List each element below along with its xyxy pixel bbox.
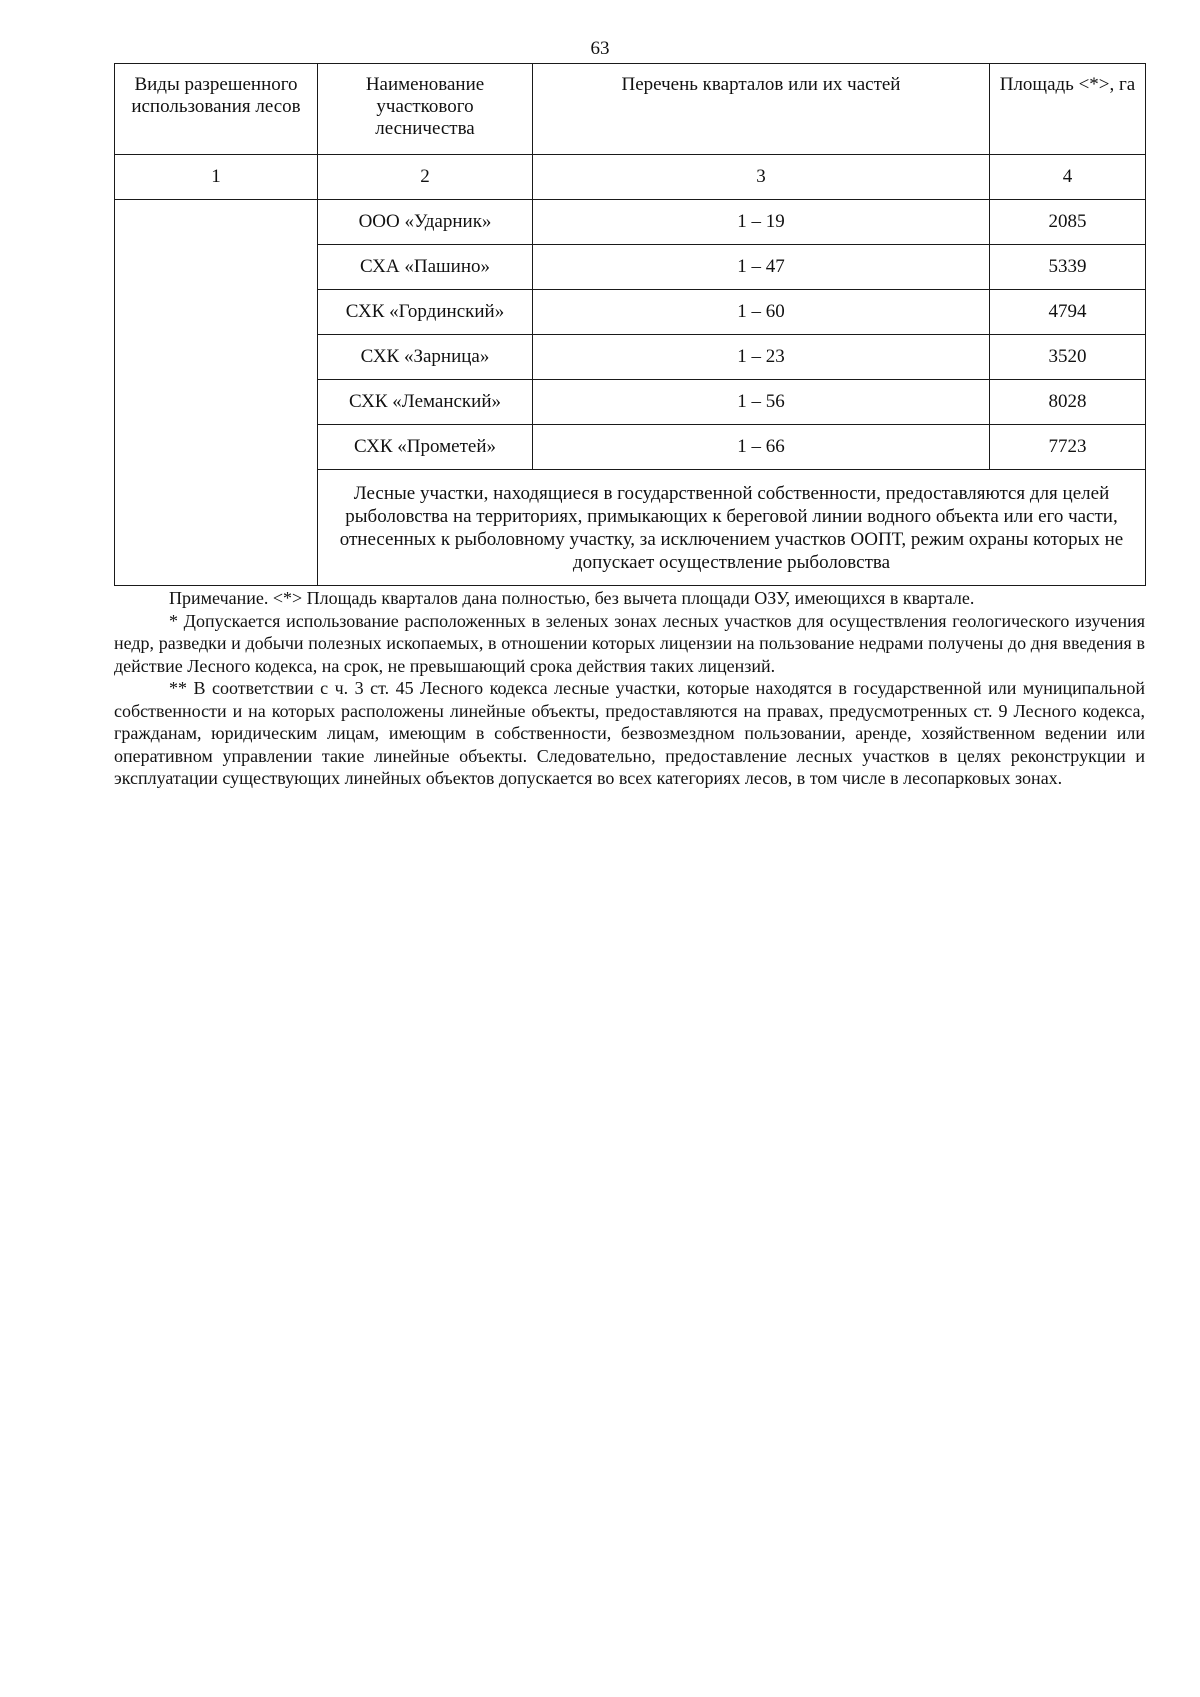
column-numbers-row <box>115 155 1146 200</box>
footnotes <box>114 587 1145 790</box>
header-usage-type: Виды разрешенного использования лесов <box>115 64 318 155</box>
forestry-name: СХА «Пашино» <box>318 245 533 290</box>
forest-quarters-table <box>114 63 1146 586</box>
area-value: 3520 <box>990 335 1146 380</box>
area-value: 7723 <box>990 425 1146 470</box>
table-row <box>115 200 1146 245</box>
usage-type-cell <box>115 200 318 586</box>
forestry-name: ООО «Ударник» <box>318 200 533 245</box>
table-header-row <box>115 64 1146 155</box>
area-value: 2085 <box>990 200 1146 245</box>
footnote-double-star: ** В соответствии с ч. 3 ст. 45 Лесного кодекса лесные участки, которые находятся в государственной или муниципальной собственности и на которых расположены линейные объекты, предоставляются на правах, предусмотренных ст. 9 Лесного кодекса, гражданам, юридическим лицам, имеющим в собственности, безвозмездном пользовании, аренде, хозяйственном ведении или оперативном управлении такие линейные объекты. Следовательно, предоставление лесных участков в целях реконструкции и эксплуатации существующих линейных объектов допускается во всех категориях лесов, в том числе в лесопарковых зонах. <box>114 678 1145 788</box>
forestry-name: СХК «Зарница» <box>318 335 533 380</box>
column-number-2: 2 <box>318 155 533 200</box>
header-area: Площадь <*>, га <box>990 64 1146 155</box>
area-value: 4794 <box>990 290 1146 335</box>
footnote-single-star: * Допускается использование расположенных в зеленых зонах лесных участков для осуществления геологического изучения недр, разведки и добычи полезных ископаемых, в отношении которых лицензии на пользование недрами получены до дня введения в действие Лесного кодекса, на срок, не превышающий срока действия таких лицензий. <box>114 610 1145 676</box>
note-primechanie: Примечание. <*> Площадь кварталов дана полностью, без вычета площади ОЗУ, имеющихся в квартале. <box>169 588 975 608</box>
quarters-range: 1 – 60 <box>533 290 990 335</box>
column-number-1: 1 <box>115 155 318 200</box>
quarters-range: 1 – 23 <box>533 335 990 380</box>
area-value: 8028 <box>990 380 1146 425</box>
page-number: 63 <box>590 38 610 59</box>
quarters-range: 1 – 19 <box>533 200 990 245</box>
forestry-name: СХК «Прометей» <box>318 425 533 470</box>
header-quarters-list: Перечень кварталов или их частей <box>533 64 990 155</box>
area-value: 5339 <box>990 245 1146 290</box>
header-forestry-name: Наименование участкового лесничества <box>318 64 533 155</box>
column-number-4: 4 <box>990 155 1146 200</box>
quarters-range: 1 – 47 <box>533 245 990 290</box>
quarters-range: 1 – 66 <box>533 425 990 470</box>
quarters-range: 1 – 56 <box>533 380 990 425</box>
forestry-name: СХК «Гординский» <box>318 290 533 335</box>
fishing-note-cell: Лесные участки, находящиеся в государственной собственности, предоставляются для целей рыболовства на территориях, примыкающих к береговой линии водного объекта или его части, отнесенных к рыболовному участку, за исключением участков ООПТ, режим охраны которых не допускает осуществление рыболовства <box>318 470 1146 586</box>
forestry-name: СХК «Леманский» <box>318 380 533 425</box>
column-number-3: 3 <box>533 155 990 200</box>
